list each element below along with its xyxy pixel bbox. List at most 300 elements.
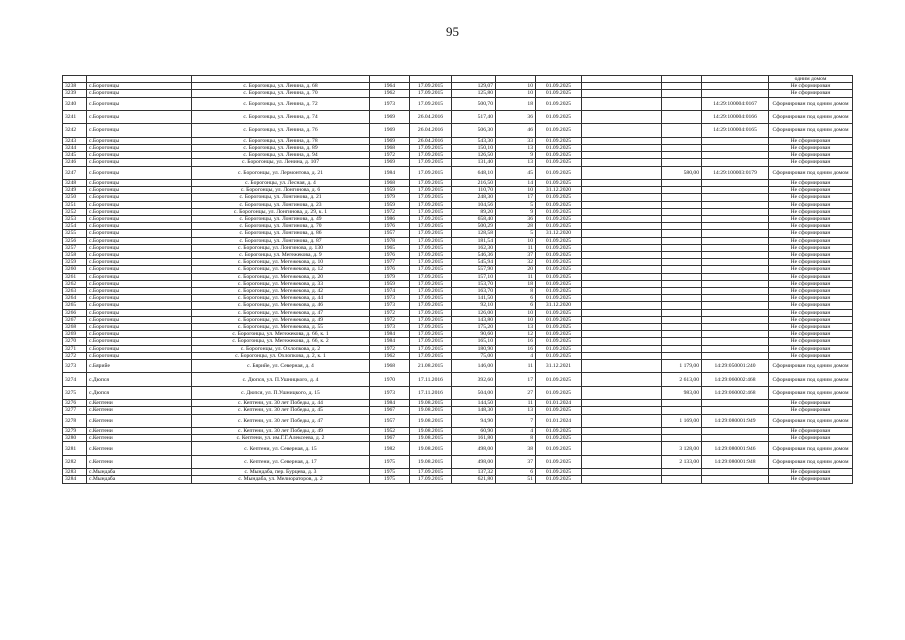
deadline-cell: 01.09.2025 [536, 316, 582, 323]
cadastral-number-cell [702, 280, 769, 287]
year-cell: 1973 [370, 295, 410, 302]
year-cell: 1964 [370, 83, 410, 90]
land-area-cell [662, 345, 702, 352]
address-cell: с. Борогонцы, ул. Лонгинова, д. 70 [192, 223, 370, 230]
date-cell: 17.09.2015 [410, 201, 452, 208]
area-cell: 110,70 [452, 187, 496, 194]
status-cell: Не сформирован [769, 159, 853, 166]
settlement-cell: с.Борогонцы [87, 237, 192, 244]
quantity-cell: 6 [496, 295, 536, 302]
date-cell: 17.09.2015 [410, 469, 452, 476]
quantity-cell: 4 [496, 352, 536, 359]
land-area-cell: 3 128,00 [662, 442, 702, 455]
land-area-cell [662, 83, 702, 90]
settlement-cell: с.Борогонцы [87, 208, 192, 215]
empty-cell [582, 266, 662, 273]
row-number-cell: 3279 [63, 428, 87, 435]
quantity-cell: 18 [496, 280, 536, 287]
cadastral-number-cell [702, 302, 769, 309]
area-cell: 163,70 [452, 288, 496, 295]
table-row [63, 208, 853, 215]
table-row [63, 144, 853, 151]
table-row [63, 469, 853, 476]
cadastral-number-cell [702, 476, 769, 483]
table-row [63, 316, 853, 323]
year-cell: 1974 [370, 288, 410, 295]
cadastral-number-cell: 14:29:100004:0166 [702, 111, 769, 124]
status-cell: Сформирован под одним домом [769, 111, 853, 124]
settlement-cell: с.Борогонцы [87, 266, 192, 273]
land-area-cell [662, 280, 702, 287]
cadastral-number-cell [702, 223, 769, 230]
cadastral-number-cell: 14:29:100003:0179 [702, 166, 769, 179]
date-cell: 17.09.2015 [410, 83, 452, 90]
area-cell: 216,50 [452, 179, 496, 186]
quantity-cell: 38 [496, 442, 536, 455]
empty-cell [582, 90, 662, 97]
area-cell: 148,30 [452, 407, 496, 414]
table-row [63, 288, 853, 295]
status-cell: Не сформирован [769, 295, 853, 302]
date-cell: 17.09.2015 [410, 295, 452, 302]
year-cell: 1972 [370, 309, 410, 316]
land-area-cell [662, 407, 702, 414]
settlement-cell: с.Борогонцы [87, 244, 192, 251]
land-area-cell [662, 137, 702, 144]
area-cell: 126,50 [452, 152, 496, 159]
row-number-cell: 3248 [63, 179, 87, 186]
row-number-cell: 3274 [63, 373, 87, 386]
settlement-cell: с.Борогонцы [87, 179, 192, 186]
year-cell: 1959 [370, 201, 410, 208]
address-cell: с. Борогонцы, ул. Ленина, д. 72 [192, 97, 370, 110]
empty-cell [582, 386, 662, 399]
date-cell: 17.09.2015 [410, 280, 452, 287]
cadastral-number-cell [702, 83, 769, 90]
year-cell: 1969 [370, 124, 410, 137]
date-cell: 17.09.2015 [410, 244, 452, 251]
cadastral-number-cell [702, 331, 769, 338]
deadline-cell: 01.01.2024 [536, 414, 582, 427]
cadastral-number-cell: 14:29:080001:949 [702, 414, 769, 427]
cadastral-number-cell: 14:29:100004:0165 [702, 124, 769, 137]
deadline-cell: 01.09.2025 [536, 476, 582, 483]
land-area-cell [662, 144, 702, 151]
table-row [63, 187, 853, 194]
table-row [63, 194, 853, 201]
address-cell: с. Борогонцы, ул. Ленина, д. 94 [192, 152, 370, 159]
empty-cell [582, 331, 662, 338]
address-cell: с. Борогонцы, ул. Лонгинова, д. 49 [192, 216, 370, 223]
address-cell: с. Кептени, ул. 30 лет Победы, д. 47 [192, 414, 370, 427]
status-cell: Не сформирован [769, 201, 853, 208]
empty-cell [582, 280, 662, 287]
address-cell: с. Борогонцы, ул. Мегежекова, д. 10 [192, 259, 370, 266]
area-cell: 161,80 [452, 435, 496, 442]
cadastral-number-cell [702, 208, 769, 215]
cadastral-number-cell [702, 266, 769, 273]
cadastral-number-cell [702, 90, 769, 97]
year-cell: 1984 [370, 331, 410, 338]
address-cell: с. Дюпся, ул. П.Ушницкого, д. 4 [192, 373, 370, 386]
land-area-cell [662, 259, 702, 266]
deadline-cell: 01.09.2025 [536, 144, 582, 151]
area-cell: 146,00 [452, 360, 496, 373]
date-cell: 17.09.2015 [410, 352, 452, 359]
area-cell: 75,00 [452, 352, 496, 359]
quantity-cell: 10 [496, 316, 536, 323]
empty-cell [582, 316, 662, 323]
address-cell: с. Борогонцы, ул. Мегежекова, д. 47 [192, 309, 370, 316]
settlement-cell: с.Кептени [87, 407, 192, 414]
address-cell: с. Кептени, ул. 30 лет Победы, д. 45 [192, 407, 370, 414]
row-number-cell: 3277 [63, 407, 87, 414]
status-cell: Не сформирован [769, 288, 853, 295]
table-row [63, 373, 853, 386]
date-cell: 17.09.2015 [410, 309, 452, 316]
row-number-cell: 3261 [63, 273, 87, 280]
status-cell: Не сформирован [769, 230, 853, 237]
area-cell: 392,60 [452, 373, 496, 386]
status-cell: Не сформирован [769, 187, 853, 194]
year-cell: 1968 [370, 179, 410, 186]
row-number-cell: 3244 [63, 144, 87, 151]
deadline-cell: 01.09.2025 [536, 194, 582, 201]
table-row [63, 345, 853, 352]
empty-cell [582, 428, 662, 435]
year-cell: 1975 [370, 476, 410, 483]
status-cell: Сформирован под одним домом [769, 166, 853, 179]
year-cell: 1969 [370, 137, 410, 144]
year-cell: 1972 [370, 208, 410, 215]
quantity-cell: 18 [496, 97, 536, 110]
address-cell: с. Кептени, ул. Северная, д. 15 [192, 442, 370, 455]
year-cell: 1972 [370, 316, 410, 323]
area-cell: 648,10 [452, 166, 496, 179]
land-area-cell [662, 201, 702, 208]
address-cell: с. Борогонцы, ул. Мегежекова, д. 66, к. 1 [192, 331, 370, 338]
settlement-cell: с.Борогонцы [87, 295, 192, 302]
empty-cell [582, 273, 662, 280]
year-cell: 1969 [370, 111, 410, 124]
settlement-cell: с.Борогонцы [87, 316, 192, 323]
empty-cell [582, 288, 662, 295]
settlement-cell: с.Мындаба [87, 476, 192, 483]
quantity-cell: 36 [496, 111, 536, 124]
settlement-cell: с.Борогонцы [87, 144, 192, 151]
address-cell: с. Борогонцы, ул. Ленина, д. 76 [192, 124, 370, 137]
year-cell: 1968 [370, 360, 410, 373]
row-number-cell: 3243 [63, 137, 87, 144]
land-area-cell: 2 133,00 [662, 455, 702, 468]
deadline-cell: 01.09.2025 [536, 83, 582, 90]
land-area-cell [662, 244, 702, 251]
settlement-cell: с.Борогонцы [87, 252, 192, 259]
row-number-cell: 3253 [63, 216, 87, 223]
status-cell: одним домом [769, 76, 853, 83]
address-cell: с. Борогонцы, ул. Ленина, д. 70 [192, 90, 370, 97]
land-area-cell [662, 152, 702, 159]
empty-cell [582, 144, 662, 151]
row-number-cell: 3280 [63, 435, 87, 442]
land-area-cell [662, 124, 702, 137]
table-row [63, 259, 853, 266]
settlement-cell: с.Борогонцы [87, 223, 192, 230]
area-cell: 162,30 [452, 244, 496, 251]
land-area-cell [662, 252, 702, 259]
table-row [63, 223, 853, 230]
cadastral-number-cell: 14:29:080001:946 [702, 442, 769, 455]
deadline-cell: 01.09.2025 [536, 469, 582, 476]
date-cell: 17.09.2015 [410, 237, 452, 244]
quantity-cell: 17 [496, 373, 536, 386]
status-cell: Не сформирован [769, 435, 853, 442]
address-cell: с. Борогонцы, ул. Мегежекова, д. 20 [192, 273, 370, 280]
quantity-cell: 5 [496, 201, 536, 208]
status-cell: Не сформирован [769, 152, 853, 159]
quantity-cell: 9 [496, 152, 536, 159]
date-cell: 19.08.2015 [410, 400, 452, 407]
status-cell: Не сформирован [769, 476, 853, 483]
empty-cell [582, 124, 662, 137]
area-cell: 181,54 [452, 237, 496, 244]
settlement-cell: с.Борогонцы [87, 137, 192, 144]
deadline-cell: 01.09.2025 [536, 137, 582, 144]
deadline-cell: 01.09.2025 [536, 124, 582, 137]
empty-cell [582, 302, 662, 309]
deadline-cell: 01.09.2025 [536, 266, 582, 273]
row-number-cell: 3245 [63, 152, 87, 159]
area-cell: 104,56 [452, 201, 496, 208]
deadline-cell: 01.01.2024 [536, 400, 582, 407]
area-cell: 498,00 [452, 455, 496, 468]
cadastral-number-cell: 14:29:100004:0167 [702, 97, 769, 110]
empty-cell [582, 435, 662, 442]
address-cell: с. Борогонцы, ул. Мегежекова, д. 42 [192, 288, 370, 295]
empty-cell [582, 159, 662, 166]
address-cell: с. Борогонцы, ул. Мегежекова, д. 9 [192, 252, 370, 259]
settlement-cell: с.Бярийе [87, 360, 192, 373]
quantity-cell: 10 [496, 90, 536, 97]
address-cell: с. Борогонцы, ул. Мегежекова, д. 66, к. 2 [192, 338, 370, 345]
land-area-cell: 1 169,00 [662, 414, 702, 427]
status-cell: Не сформирован [769, 302, 853, 309]
cadastral-number-cell [702, 352, 769, 359]
land-area-cell [662, 237, 702, 244]
deadline-cell: 01.09.2025 [536, 237, 582, 244]
area-cell: 153,70 [452, 280, 496, 287]
status-cell: Не сформирован [769, 237, 853, 244]
year-cell: 1976 [370, 223, 410, 230]
table-row [63, 201, 853, 208]
year-cell: 1959 [370, 187, 410, 194]
land-area-cell [662, 476, 702, 483]
cadastral-number-cell [702, 309, 769, 316]
land-area-cell [662, 90, 702, 97]
status-cell: Не сформирован [769, 316, 853, 323]
settlement-cell: с.Борогонцы [87, 302, 192, 309]
year-cell: 1984 [370, 400, 410, 407]
deadline-cell: 01.09.2025 [536, 216, 582, 223]
settlement-cell: с.Кептени [87, 400, 192, 407]
address-cell: с. Кептени, ул. 30 лет Победы, д. 49 [192, 428, 370, 435]
empty-cell [582, 97, 662, 110]
year-cell: 1973 [370, 302, 410, 309]
empty-cell [582, 407, 662, 414]
settlement-cell: с.Борогонцы [87, 201, 192, 208]
empty-cell [582, 295, 662, 302]
area-cell: 143,80 [452, 316, 496, 323]
row-number-cell: 3250 [63, 194, 87, 201]
table-row [63, 309, 853, 316]
empty-cell [582, 152, 662, 159]
cadastral-number-cell [702, 288, 769, 295]
address-cell: с. Мындаба, пер. Бурцева, д. 3 [192, 469, 370, 476]
area-cell: 137,32 [452, 469, 496, 476]
address-cell: с. Дюпся, ул. П.Ушницкого, д. 15 [192, 386, 370, 399]
status-cell: Сформирован под одним домом [769, 455, 853, 468]
settlement-cell: с.Борогонцы [87, 194, 192, 201]
row-number-cell: 3275 [63, 386, 87, 399]
cadastral-number-cell [702, 152, 769, 159]
empty-cell [582, 309, 662, 316]
year-cell: 1979 [370, 273, 410, 280]
settlement-cell: с.Борогонцы [87, 288, 192, 295]
cadastral-number-cell [702, 259, 769, 266]
row-number-cell: 3242 [63, 124, 87, 137]
area-cell: 557,90 [452, 266, 496, 273]
table-row [63, 216, 853, 223]
row-number-cell: 3257 [63, 244, 87, 251]
row-number-cell: 3251 [63, 201, 87, 208]
settlement-cell: с.Борогонцы [87, 187, 192, 194]
deadline-cell: 01.09.2025 [536, 435, 582, 442]
settlement-cell: с.Борогонцы [87, 273, 192, 280]
cadastral-number-cell [702, 252, 769, 259]
empty-cell [582, 476, 662, 483]
deadline-cell: 31.12.2020 [536, 187, 582, 194]
quantity-cell: 17 [496, 194, 536, 201]
settlement-cell: с.Борогонцы [87, 230, 192, 237]
land-area-cell [662, 316, 702, 323]
date-cell: 17.09.2015 [410, 208, 452, 215]
table-row [63, 302, 853, 309]
address-cell: с. Борогонцы, ул. Охлопкова, д. 2 [192, 345, 370, 352]
land-area-cell [662, 187, 702, 194]
quantity-cell: 46 [496, 124, 536, 137]
row-number-cell: 3282 [63, 455, 87, 468]
settlement-cell: с.Кептени [87, 455, 192, 468]
address-cell: с. Борогонцы, ул. Лесная, д. 4 [192, 179, 370, 186]
year-cell: 1972 [370, 345, 410, 352]
deadline-cell: 01.09.2025 [536, 373, 582, 386]
address-cell: с. Борогонцы, ул. Ленина, д. 68 [192, 83, 370, 90]
area-cell: 500,29 [452, 223, 496, 230]
land-area-cell [662, 194, 702, 201]
quantity-cell: 37 [496, 455, 536, 468]
table-row [63, 352, 853, 359]
cadastral-number-cell: 14:29:050001:240 [702, 360, 769, 373]
status-cell: Сформирован под одним домом [769, 386, 853, 399]
status-cell: Не сформирован [769, 223, 853, 230]
year-cell: 1967 [370, 435, 410, 442]
quantity-cell: 13 [496, 324, 536, 331]
deadline-cell: 01.09.2025 [536, 273, 582, 280]
quantity-cell: 11 [496, 400, 536, 407]
land-area-cell [662, 352, 702, 359]
land-area-cell [662, 338, 702, 345]
table-row [63, 124, 853, 137]
land-area-cell [662, 435, 702, 442]
quantity-cell: 11 [496, 273, 536, 280]
land-area-cell [662, 302, 702, 309]
row-number-cell: 3240 [63, 97, 87, 110]
quantity-cell: 13 [496, 144, 536, 151]
year-cell: 1978 [370, 237, 410, 244]
status-cell: Не сформирован [769, 244, 853, 251]
table-row [63, 90, 853, 97]
empty-cell [582, 414, 662, 427]
date-cell: 26.04.2016 [410, 137, 452, 144]
row-number-cell: 3267 [63, 316, 87, 323]
quantity-cell: 13 [496, 407, 536, 414]
date-cell: 17.11.2016 [410, 373, 452, 386]
cadastral-number-cell [702, 295, 769, 302]
status-cell: Сформирован под одним домом [769, 414, 853, 427]
empty-cell [582, 360, 662, 373]
empty-cell [582, 345, 662, 352]
land-area-cell [662, 309, 702, 316]
table-row [63, 455, 853, 468]
deadline-cell: 31.12.2021 [536, 360, 582, 373]
quantity-cell: 13 [496, 159, 536, 166]
area-cell: 498,00 [452, 442, 496, 455]
deadline-cell: 01.09.2025 [536, 288, 582, 295]
empty-cell [582, 252, 662, 259]
cadastral-number-cell [702, 194, 769, 201]
land-area-cell [662, 273, 702, 280]
row-number-cell: 3284 [63, 476, 87, 483]
table-row [63, 179, 853, 186]
land-area-cell: 1 179,00 [662, 360, 702, 373]
area-cell: 165,10 [452, 338, 496, 345]
area-cell: 92,10 [452, 302, 496, 309]
deadline-cell: 01.09.2025 [536, 455, 582, 468]
land-area-cell: 580,00 [662, 166, 702, 179]
deadline-cell: 01.09.2025 [536, 338, 582, 345]
table-row [63, 97, 853, 110]
empty-cell [582, 208, 662, 215]
address-cell: с. Борогонцы, ул. Мегежекова, д. 55 [192, 324, 370, 331]
area-cell: 128,58 [452, 230, 496, 237]
cadastral-number-cell [702, 316, 769, 323]
cadastral-number-cell [702, 400, 769, 407]
area-cell: 131,40 [452, 159, 496, 166]
cadastral-number-cell [702, 407, 769, 414]
date-cell: 17.09.2015 [410, 90, 452, 97]
settlement-cell: с.Борогонцы [87, 124, 192, 137]
empty-cell [582, 244, 662, 251]
table-row [63, 280, 853, 287]
date-cell: 21.08.2015 [410, 360, 452, 373]
quantity-cell: 32 [496, 259, 536, 266]
cadastral-number-cell [702, 216, 769, 223]
table-row [63, 266, 853, 273]
cadastral-number-cell: 14:29:060002:468 [702, 386, 769, 399]
area-cell: 60,90 [452, 428, 496, 435]
page-number: 95 [446, 24, 459, 39]
quantity-cell: 4 [496, 428, 536, 435]
